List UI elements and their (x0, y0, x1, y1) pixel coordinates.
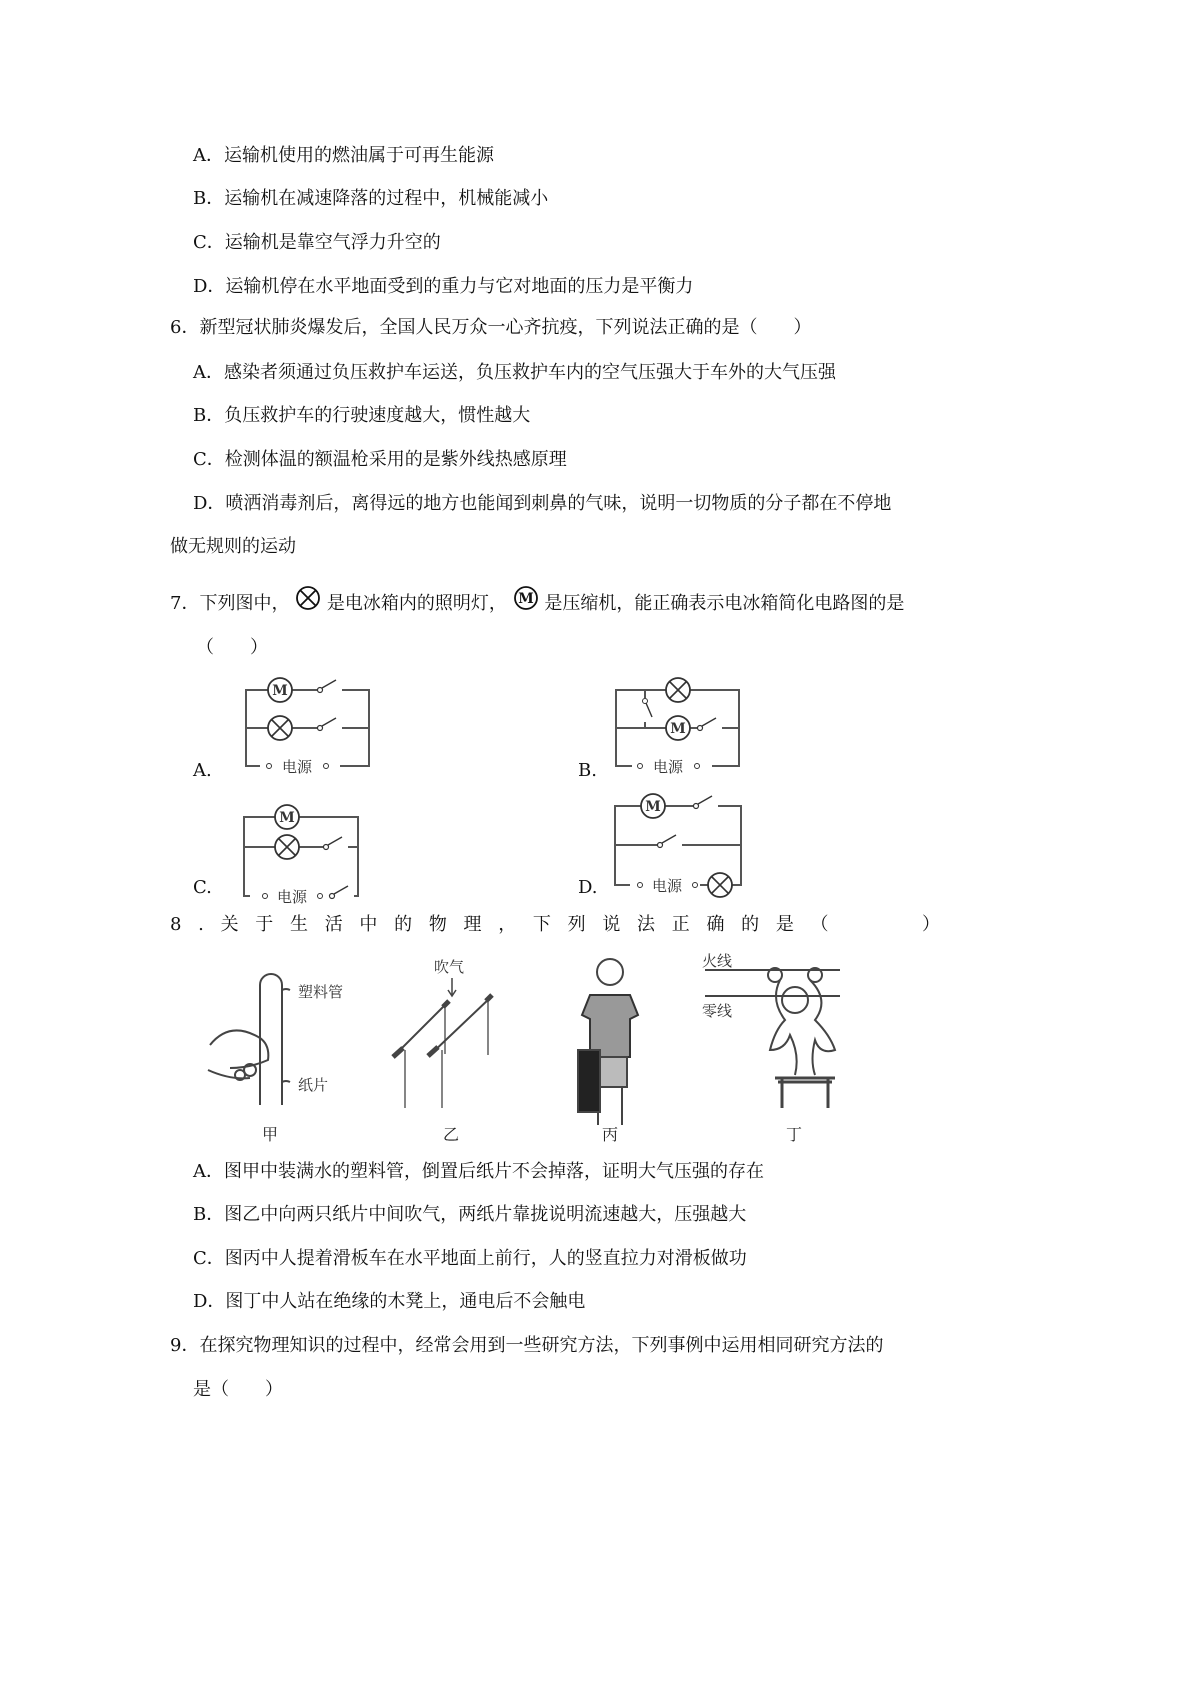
q7-option-d-label: D. (578, 877, 598, 898)
q7-stem-c: 是压缩机，能正确表示电冰箱简化电路图的是 (544, 593, 905, 614)
label-live-wire: 火线 (702, 952, 733, 970)
q8-stem (170, 913, 940, 937)
q8-figures (190, 950, 850, 1150)
svg-text:M: M (517, 591, 534, 607)
q7-option-c-label: C. (193, 877, 212, 898)
q8-char: 8 (170, 914, 182, 935)
q6-option-d: D．喷洒消毒剂后，离得远的地方也能闻到刺鼻的气味，说明一切物质的分子都在不停地 (193, 493, 892, 514)
power-label-a: 电源 (281, 758, 313, 776)
q8-char: 的 (394, 914, 413, 935)
q5-option-d: D．运输机停在水平地面受到的重力与它对地面的压力是平衡力 (193, 276, 694, 297)
q8-char: 活 (324, 914, 343, 935)
q8-char: ） (921, 914, 940, 935)
q6-option-a: A．感染者须通过负压救护车运送，负压救护车内的空气压强大于车外的大气压强 (193, 362, 836, 383)
q8-char: 的 (741, 914, 760, 935)
q8-char: 正 (671, 914, 690, 935)
q8-char: ， (498, 914, 517, 935)
caption-ding: 丁 (786, 1125, 803, 1144)
q6-option-d-cont: 做无规则的运动 (170, 536, 296, 557)
caption-bing: 丙 (602, 1125, 619, 1144)
q9-stem: 9．在探究物理知识的过程中，经常会用到一些研究方法，下列事例中运用相同研究方法的 (170, 1335, 884, 1356)
q8-char: 物 (428, 914, 447, 935)
q9-stem-cont: 是（ ） (193, 1379, 283, 1400)
q8-char: 是 (775, 914, 794, 935)
q8-option-d: D．图丁中人站在绝缘的木凳上，通电后不会触电 (193, 1291, 586, 1312)
power-label-d: 电源 (651, 877, 683, 895)
label-paper: 纸片 (298, 1076, 329, 1094)
q7-stem (170, 592, 904, 616)
caption-jia: 甲 (262, 1125, 279, 1144)
q8-option-b: B．图乙中向两只纸片中间吹气，两纸片靠拢说明流速越大，压强越大 (193, 1204, 747, 1225)
label-neutral-wire: 零线 (702, 1002, 733, 1020)
q8-char: 列 (567, 914, 586, 935)
q8-option-c: C．图丙中人提着滑板车在水平地面上前行，人的竖直拉力对滑板做功 (193, 1248, 747, 1269)
q8-char: 关 (220, 914, 239, 935)
q8-char: 下 (532, 914, 551, 935)
power-label-c: 电源 (276, 888, 308, 906)
q7-paren: （ ） (196, 637, 268, 658)
q8-char: 生 (290, 914, 308, 935)
q8-char: 说 (602, 914, 621, 935)
q7-option-a-label: A. (193, 760, 212, 781)
label-tube: 塑料管 (298, 983, 344, 1001)
q8-char: 法 (637, 914, 656, 935)
q8-char: 理 (463, 914, 482, 935)
power-label-b: 电源 (652, 758, 684, 776)
q7-option-b-label: B. (578, 760, 597, 781)
q7-stem-a: 7．下列图中， (170, 593, 290, 614)
q8-option-a: A．图甲中装满水的塑料管，倒置后纸片不会掉落，证明大气压强的存在 (193, 1161, 764, 1182)
q8-char: 于 (255, 914, 274, 935)
q5-option-a: A．运输机使用的燃油属于可再生能源 (193, 145, 494, 166)
label-blow: 吹气 (434, 958, 465, 976)
caption-yi: 乙 (443, 1125, 460, 1144)
q6-option-b: B．负压救护车的行驶速度越大，惯性越大 (193, 405, 531, 426)
lamp-icon (295, 585, 321, 611)
q7-circuits: M 电源 电源 电源 电源 (190, 670, 810, 910)
q5-option-c: C．运输机是靠空气浮力升空的 (193, 232, 441, 253)
q6-stem: 6．新型冠状肺炎爆发后，全国人民万众一心齐抗疫，下列说法正确的是（ ） (170, 317, 812, 338)
q5-option-b: B．运输机在减速降落的过程中，机械能减小 (193, 188, 549, 209)
q8-char: （ (810, 914, 829, 935)
q8-char: 确 (706, 914, 725, 935)
q7-stem-b: 是电冰箱内的照明灯， (326, 593, 507, 614)
q8-char: . (198, 914, 204, 935)
motor-icon (513, 585, 539, 611)
q6-option-c: C．检测体温的额温枪采用的是紫外线热感原理 (193, 449, 567, 470)
q8-char: 中 (359, 914, 378, 935)
